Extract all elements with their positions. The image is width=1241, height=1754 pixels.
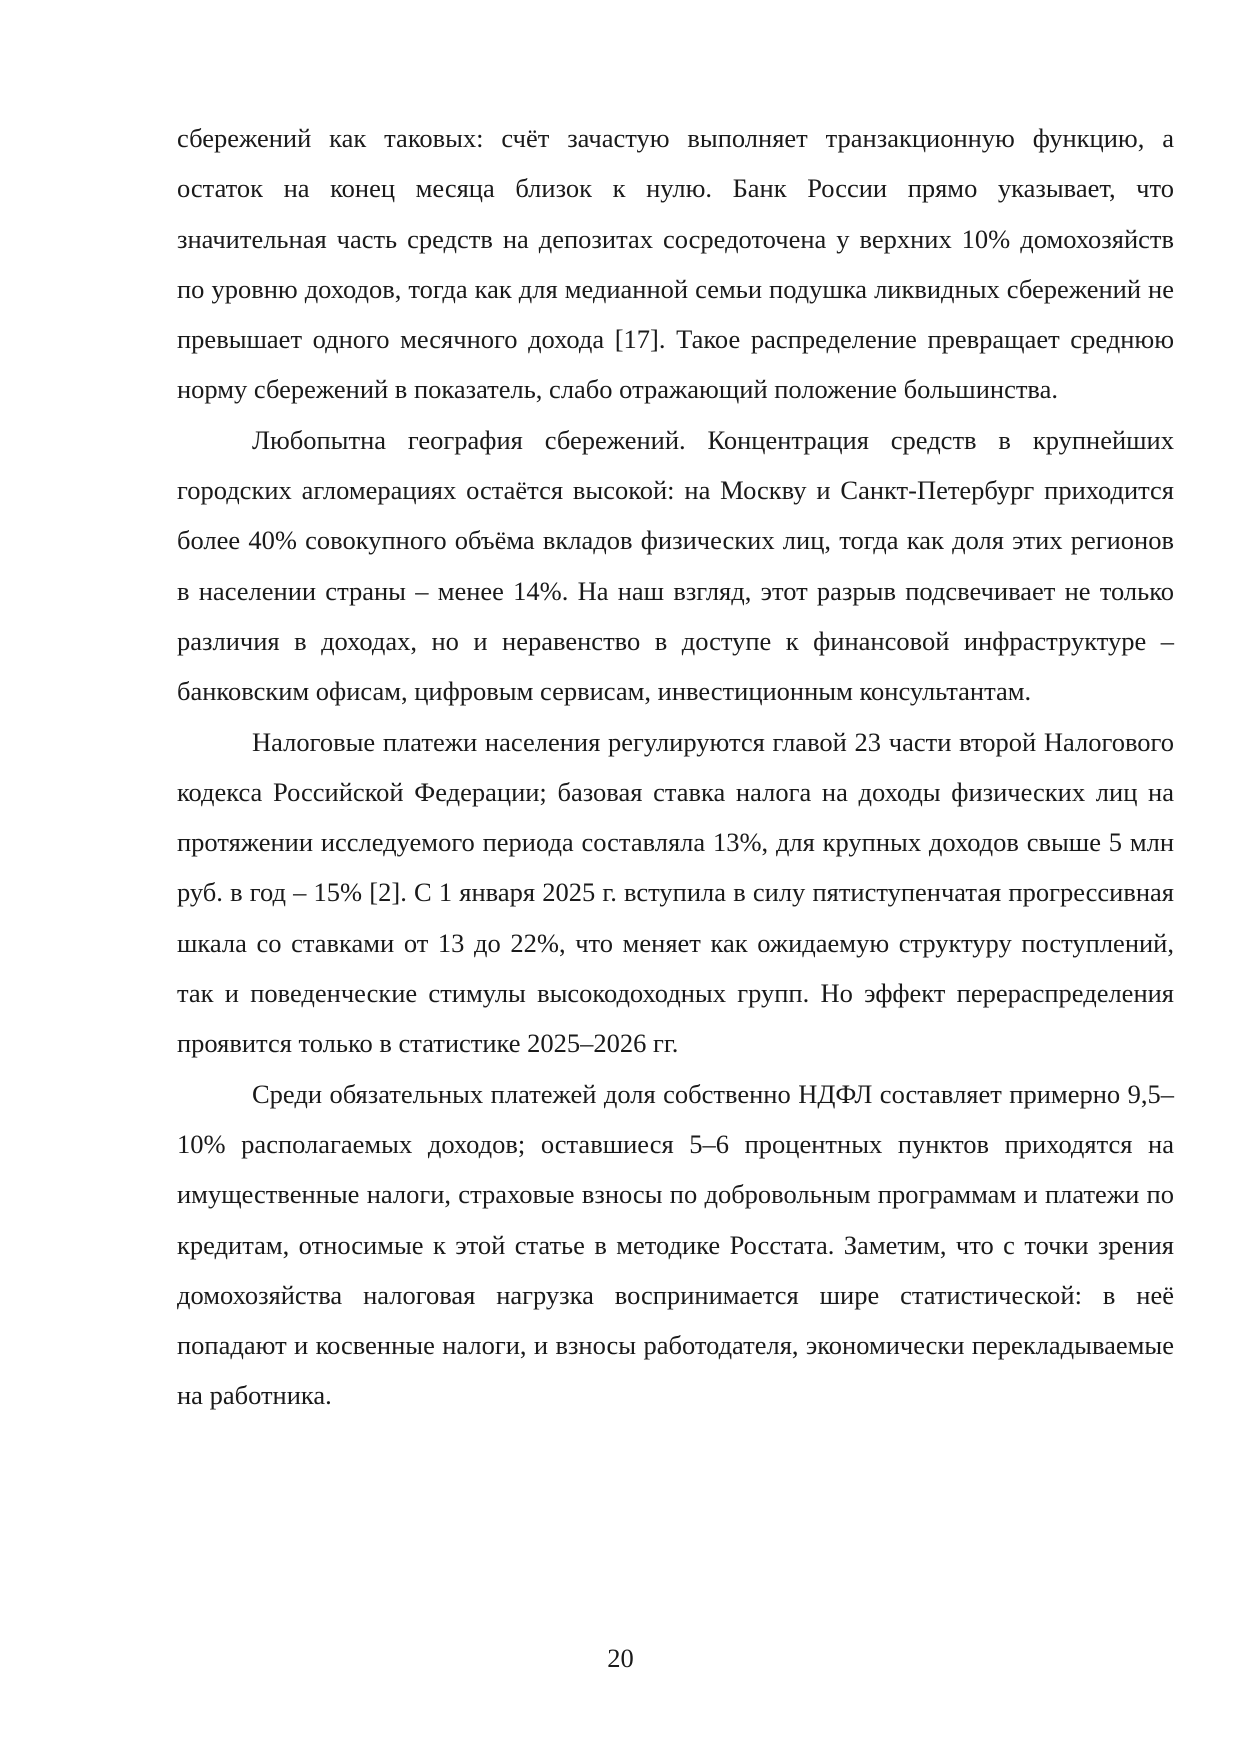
paragraph-tax-payments: Налоговые платежи населения регулируются главой 23 части второй Налогового кодекса Российской Федерации; базовая ставка налога на доходы физических лиц на протяжении исследуемого периода составляла 13%, для крупных доходов свыше 5 млн руб. в год – 15% [2]. С 1 января 2025 г. вступила в силу пятиступенчатая прогрессивная шкала со ставками от 13 до 22%, что меняет как ожидаемую структуру поступлений, так и поведенческие стимулы высокодоходных групп. Но эффект перераспределения проявится только в статистике 2025–2026 гг. <box>177 726 1174 1059</box>
body-text <box>177 113 1174 1421</box>
paragraph-continuation: сбережений как таковых: счёт зачастую выполняет транзакционную функцию, а остаток на конец месяца близок к нулю. Банк России прямо указывает, что значительная часть средств на депозитах сосредоточена у верхних 10% домохозяйств по уровню доходов, тогда как для медианной семьи подушка ликвидных сбережений не превышает одного месячного дохода [17]. Такое распределение превращает среднюю норму сбережений в показатель, слабо отражающий положение большинства. <box>177 123 1174 405</box>
paragraph-savings-geography: Любопытна география сбережений. Концентрация средств в крупнейших городских агломерациях остаётся высокой: на Москву и Санкт-Петербург приходится более 40% совокупного объёма вкладов физических лиц, тогда как доля этих регионов в населении страны – менее 14%. На наш взгляд, этот разрыв подсвечивает не только различия в доходах, но и неравенство в доступе к финансовой инфраструктуре – банковским офисам, цифровым сервисам, инвестиционным консультантам. <box>177 424 1174 707</box>
page-number: 20 <box>607 1643 634 1673</box>
paragraph-mandatory-payments: Среди обязательных платежей доля собственно НДФЛ составляет примерно 9,5–10% располагаемых доходов; оставшиеся 5–6 процентных пунктов приходятся на имущественные налоги, страховые взносы по добровольным программам и платежи по кредитам, относимые к этой статье в методике Росстата. Заметим, что с точки зрения домохозяйства налоговая нагрузка воспринимается шире статистической: в неё попадают и косвенные налоги, и взносы работодателя, экономически перекладываемые на работника. <box>177 1078 1174 1411</box>
